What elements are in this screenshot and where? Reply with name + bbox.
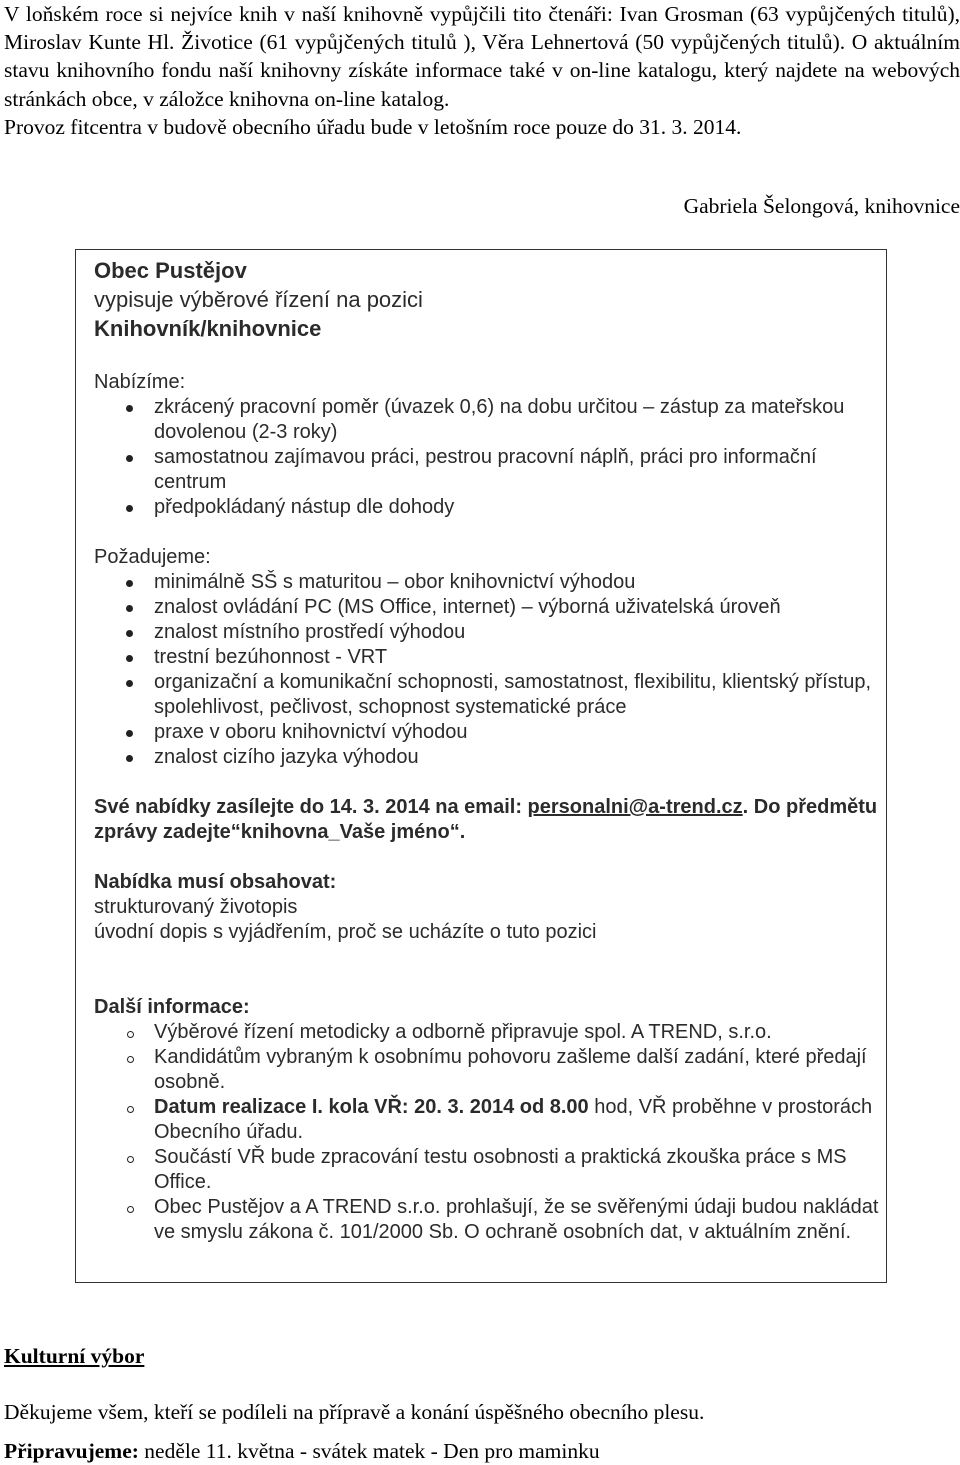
offer-list bbox=[94, 395, 884, 520]
offer-heading: Nabízíme: bbox=[94, 371, 186, 393]
more-info-list bbox=[94, 1020, 884, 1245]
required-content-section bbox=[94, 870, 884, 945]
requirements-section bbox=[94, 545, 884, 770]
circle-bullet-icon bbox=[127, 1056, 134, 1063]
upcoming-text: neděle 11. května - svátek matek - Den pro maminku bbox=[138, 1439, 600, 1463]
upcoming-label: Připravujeme: bbox=[4, 1439, 139, 1463]
list-item: praxe v oboru knihovnictví výhodou bbox=[94, 720, 884, 745]
list-item: předpokládaný nástup dle dohody bbox=[94, 495, 884, 520]
bullet-icon bbox=[126, 505, 133, 512]
bullet-icon bbox=[126, 755, 133, 762]
list-item: znalost ovládání PC (MS Office, internet) – výborná uživatelská úroveň bbox=[94, 595, 884, 620]
bullet-icon bbox=[126, 730, 133, 737]
ad-title-position: Knihovník/knihovnice bbox=[94, 316, 322, 341]
submission-instructions: Své nabídky zasílejte do 14. 3. 2014 na email: personalni@a-trend.cz. Do předmětu zprávy zadejte“knihovna_Vaše jméno“. bbox=[94, 796, 878, 843]
list-item: Součástí VŘ bude zpracování testu osobnosti a praktická zkouška práce s MS Office. bbox=[94, 1145, 884, 1195]
list-item: trestní bezúhonnost - VRT bbox=[94, 645, 884, 670]
list-item: Obec Pustějov a A TREND s.r.o. prohlašují, že se svěřenými údaji budou nakládat ve smyslu zákona č. 101/2000 Sb. O ochraně osobních dat, v aktuálním znění. bbox=[94, 1195, 884, 1245]
offer-section bbox=[94, 370, 884, 520]
required-content-item: úvodní dopis s vyjádřením, proč se ucházíte o tuto pozici bbox=[94, 921, 597, 943]
bullet-icon bbox=[126, 580, 133, 587]
bullet-icon bbox=[126, 630, 133, 637]
job-advertisement-box bbox=[75, 249, 887, 1283]
circle-bullet-icon bbox=[127, 1156, 134, 1163]
email-link[interactable]: personalni@a-trend.cz bbox=[527, 796, 743, 818]
circle-bullet-icon bbox=[127, 1031, 134, 1038]
more-info-heading: Další informace: bbox=[94, 996, 250, 1018]
submission-section bbox=[94, 795, 884, 845]
list-item: Datum realizace I. kola VŘ: 20. 3. 2014 od 8.00 hod, VŘ proběhne v prostorách Obecního úřadu. bbox=[94, 1095, 884, 1145]
ad-title-municipality: Obec Pustějov bbox=[94, 258, 247, 283]
list-item: organizační a komunikační schopnosti, samostatnost, flexibilitu, klientský přístup, spolehlivost, pečlivost, schopnost systematické práce bbox=[94, 670, 884, 720]
bullet-icon bbox=[126, 455, 133, 462]
list-item: Výběrové řízení metodicky a odborně připravuje spol. A TREND, s.r.o. bbox=[94, 1020, 884, 1045]
culture-committee-heading: Kulturní výbor bbox=[4, 1344, 145, 1368]
required-content-item: strukturovaný životopis bbox=[94, 896, 298, 918]
bullet-icon bbox=[126, 405, 133, 412]
list-item: minimálně SŠ s maturitou – obor knihovnictví výhodou bbox=[94, 570, 884, 595]
intro-paragraph-fitcentrum: Provoz fitcentra v budově obecního úřadu bude v letošním roce pouze do 31. 3. 2014. bbox=[4, 114, 742, 139]
list-item: Kandidátům vybraným k osobnímu pohovoru zašleme další zadání, které předají osobně. bbox=[94, 1045, 884, 1095]
list-item: znalost místního prostředí výhodou bbox=[94, 620, 884, 645]
list-item: zkrácený pracovní poměr (úvazek 0,6) na dobu určitou – zástup za mateřskou dovolenou (2-3 roky) bbox=[94, 395, 884, 445]
list-item: samostatnou zajímavou práci, pestrou pracovní náplň, práci pro informační centrum bbox=[94, 445, 884, 495]
intro-paragraph-library-stats: V loňském roce si nejvíce knih v naší knihovně vypůjčili tito čtenáři: Ivan Grosman (63 vypůjčených titulů), Miroslav Kunte Hl. Životice (61 vypůjčených titulů ), Věra Lehnertová (50 vypůjčených titulů). O aktuálním stavu knihovního fondu naší knihovny získáte informace také v on-line katalogu, který najdete na webových stránkách obce, v záložce knihovna on-line katalog. bbox=[4, 2, 960, 111]
circle-bullet-icon bbox=[127, 1206, 134, 1213]
circle-bullet-icon bbox=[127, 1106, 134, 1113]
intro-article bbox=[4, 0, 960, 141]
more-info-section bbox=[94, 995, 884, 1245]
bullet-icon bbox=[126, 680, 133, 687]
ad-title-block bbox=[94, 256, 423, 343]
librarian-signature: Gabriela Šelongová, knihovnice bbox=[683, 194, 960, 218]
requirements-heading: Požadujeme: bbox=[94, 546, 211, 568]
culture-thanks-text: Děkujeme všem, kteří se podíleli na přípravě a konání úspěšného obecního plesu. bbox=[4, 1400, 705, 1424]
requirements-list bbox=[94, 570, 884, 770]
culture-upcoming-event bbox=[4, 1437, 600, 1465]
list-item: znalost cizího jazyka výhodou bbox=[94, 745, 884, 770]
ad-title-announcement: vypisuje výběrové řízení na pozici bbox=[94, 287, 423, 312]
required-content-heading: Nabídka musí obsahovat: bbox=[94, 871, 337, 893]
bullet-icon bbox=[126, 655, 133, 662]
bullet-icon bbox=[126, 605, 133, 612]
